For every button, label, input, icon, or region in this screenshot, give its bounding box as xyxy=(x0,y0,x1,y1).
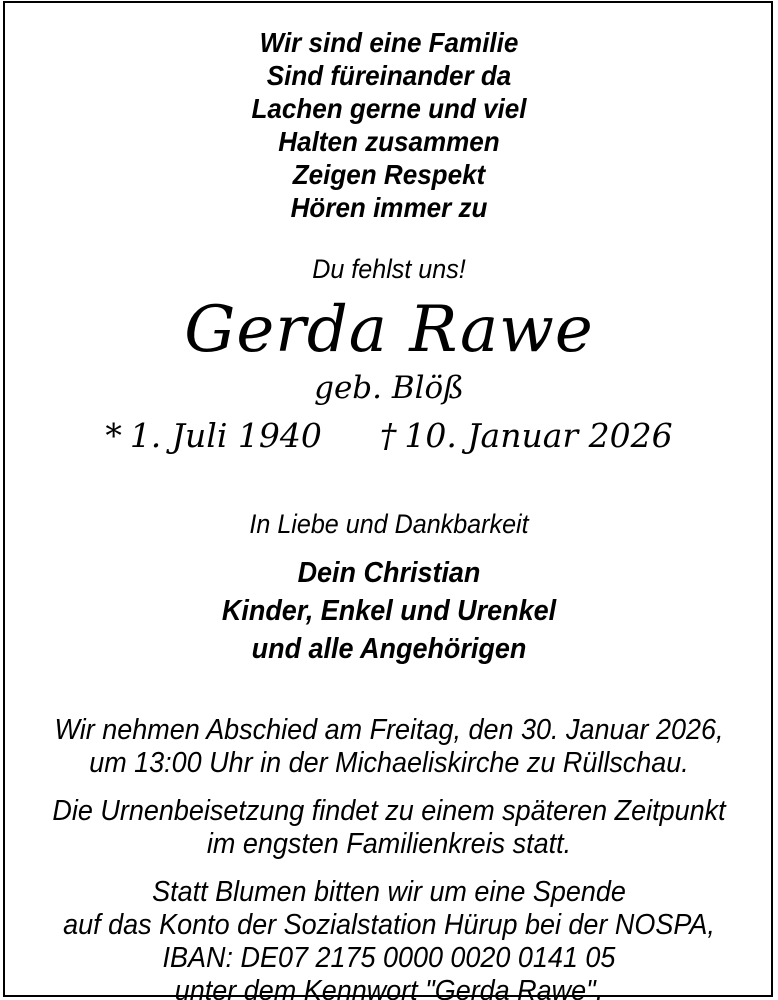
birth-star-symbol: * xyxy=(105,416,122,455)
donation-paragraph xyxy=(0,876,778,1000)
urn-burial-paragraph xyxy=(0,795,778,861)
poem-line: Hören immer zu xyxy=(290,192,488,223)
announcement-line: Die Urnenbeisetzung findet zu einem späteren Zeitpunkt xyxy=(52,795,726,827)
announcement-line: auf das Konto der Sozialstation Hürup bei der NOSPA, xyxy=(63,909,715,941)
poem-line: Wir sind eine Familie xyxy=(259,27,519,58)
poem-line: Halten zusammen xyxy=(278,126,500,157)
announcement-line: unter dem Kennwort "Gerda Rawe". xyxy=(174,975,604,1000)
funeral-service-paragraph xyxy=(0,714,778,780)
announcement-line: um 13:00 Uhr in der Michaeliskirche zu Rüllschau. xyxy=(89,747,689,779)
death-date xyxy=(380,414,673,458)
announcement-line iban-line: IBAN: DE07 2175 0000 0020 0141 05 xyxy=(162,942,616,974)
announcement-line: Statt Blumen bitten wir um eine Spende xyxy=(152,876,626,908)
birth-date-text: 1. Juli 1940 xyxy=(129,416,322,455)
announcement-line: im engsten Familienkreis statt. xyxy=(206,828,572,860)
announcements xyxy=(0,714,778,1000)
mourner-line: Dein Christian xyxy=(297,557,481,589)
birth-date xyxy=(105,414,322,458)
life-dates xyxy=(0,414,778,458)
farewell-line: Du fehlst uns! xyxy=(312,254,466,284)
death-cross-symbol: † xyxy=(379,416,397,455)
maiden-name: geb. Blöß xyxy=(314,370,464,406)
poem-line: Sind füreinander da xyxy=(266,60,512,91)
mourner-line: Kinder, Enkel und Urenkel xyxy=(221,595,557,627)
family-poem xyxy=(0,26,778,224)
tribute-line: In Liebe und Dankbarkeit xyxy=(249,509,529,539)
mourners-list xyxy=(0,554,778,668)
mourner-line: und alle Angehörigen xyxy=(251,633,527,665)
announcement-line: Wir nehmen Abschied am Freitag, den 30. Januar 2026, xyxy=(54,714,724,746)
death-date-text: 10. Januar 2026 xyxy=(404,416,673,455)
poem-line: Zeigen Respekt xyxy=(292,159,486,190)
poem-line: Lachen gerne und viel xyxy=(251,93,527,124)
deceased-name: Gerda Rawe xyxy=(184,293,594,367)
